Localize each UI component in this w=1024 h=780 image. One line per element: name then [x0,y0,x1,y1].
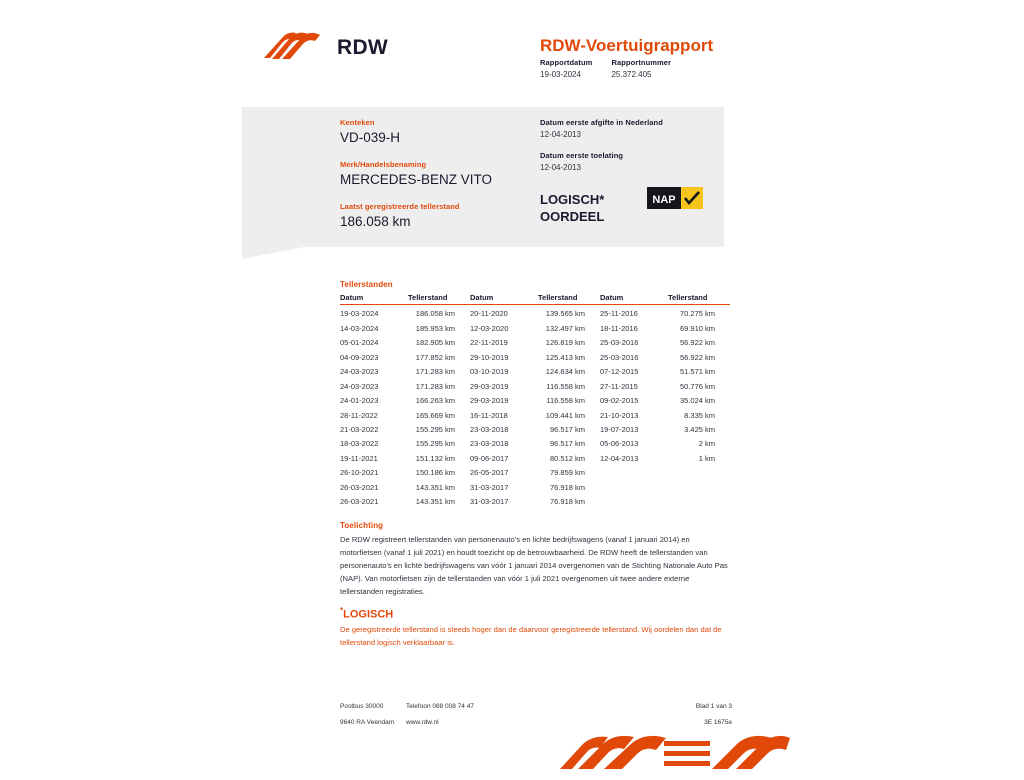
table-row [600,408,730,422]
cell-tellerstand: 76.918 km [549,482,585,492]
table-row [340,336,470,350]
cell-datum: 27-11-2015 [600,381,638,391]
rdw-logo-icon [262,28,326,66]
cell-tellerstand: 124.634 km [545,367,585,377]
cell-tellerstand: 186.058 km [415,309,455,319]
cell-tellerstand: 70.275 km [679,309,715,319]
table-row [600,380,730,394]
cell-tellerstand: 166.263 km [415,396,455,406]
meta-rapportnummer [611,58,671,79]
col-header-datum: Datum [600,293,624,303]
afgifte-value: 12-04-2013 [540,130,581,139]
cell-datum: 21-03-2022 [340,424,379,434]
table-row [340,365,470,379]
cell-tellerstand: 139.565 km [545,309,585,319]
cell-tellerstand: 2 km [698,439,715,449]
svg-text:NAP: NAP [652,194,676,206]
col-header-tellerstand: Tellerstand [408,293,448,303]
logisch-heading-text: LOGISCH [343,608,394,621]
footer-row-2 [340,718,732,728]
table-row [470,380,600,394]
cell-datum: 23-03-2018 [470,439,509,449]
document-header [242,14,742,84]
table-row [600,307,730,321]
table-row [340,307,470,321]
cell-datum: 23-03-2018 [470,424,509,434]
merk-label: Merk/Handelsbenaming [340,159,427,169]
cell-tellerstand: 69.910 km [679,323,715,333]
cell-datum: 26-03-2021 [340,497,379,507]
kenteken-value: VD-039-H [340,130,401,145]
cell-tellerstand: 126.819 km [545,338,585,348]
table-row [600,351,730,365]
page-title: RDW-Voertuigrapport [540,36,714,55]
table-row [600,394,730,408]
table-row [470,466,600,480]
logisch-heading [340,606,393,621]
summary-panel-notch [242,247,304,259]
cell-tellerstand: 79.859 km [549,468,585,478]
cell-datum: 28-11-2022 [340,410,378,420]
cell-tellerstand: 76.918 km [549,497,585,507]
table-row [340,466,470,480]
cell-datum: 21-10-2013 [600,410,639,420]
cell-tellerstand: 56.922 km [679,352,715,362]
cell-datum: 26-03-2021 [340,482,379,492]
cell-datum: 31-03-2017 [470,482,509,492]
tellerstanden-column-3 [600,291,730,509]
cell-datum: 19-07-2013 [600,424,639,434]
summary-left-column [340,118,530,231]
cell-tellerstand: 96.517 km [549,424,585,434]
cell-datum: 12-04-2013 [600,453,639,463]
cell-datum: 26-10-2021 [340,468,379,478]
cell-datum: 24-03-2023 [340,367,379,377]
cell-datum: 18-03-2022 [340,439,379,449]
summary-right-column [540,118,720,173]
footer-plaats: 9640 RA Veendam [340,718,395,726]
cell-tellerstand: 109.441 km [545,410,585,420]
table-row [340,481,470,495]
verdict-line-2: OORDEEL [540,208,605,224]
meta-rapportdatum-label: Rapportdatum [540,58,593,67]
cell-tellerstand: 182.905 km [415,338,455,348]
footer-telefoon: Telefoon 088 008 74 47 [406,703,474,710]
nap-badge-icon [647,187,703,209]
cell-tellerstand: 1 km [698,453,715,463]
verdict-line-1: LOGISCH* [540,192,605,207]
cell-datum: 07-12-2015 [600,367,639,377]
table-row [600,437,730,451]
cell-datum: 25-03-2016 [600,352,639,362]
cell-tellerstand: 51.571 km [679,367,715,377]
cell-datum: 29-10-2019 [470,352,509,362]
table-row [600,423,730,437]
cell-datum: 09-02-2015 [600,396,639,406]
meta-rapportnummer-value: 25.372.405 [611,70,652,79]
table-row [340,408,470,422]
table-row [470,481,600,495]
cell-tellerstand: 185.953 km [415,323,455,333]
table-row [470,351,600,365]
table-row [470,495,600,509]
tellerstand-label: Laatst geregistreerde tellerstand [340,201,460,211]
tellerstanden-title: Tellerstanden [340,280,393,289]
report-meta [540,58,671,79]
cell-datum: 16-11-2018 [470,410,508,420]
cell-tellerstand: 96.517 km [549,439,585,449]
table-row [340,423,470,437]
cell-datum: 09-06-2017 [470,453,509,463]
table-row [340,437,470,451]
logisch-star: * [340,606,344,615]
table-row [470,365,600,379]
cell-tellerstand: 80.512 km [549,453,585,463]
tellerstanden-tables [340,291,732,509]
cell-tellerstand: 150.186 km [415,468,455,478]
footer-code: 3E 1675e [704,718,732,726]
table-row [340,495,470,509]
table-row [600,322,730,336]
cell-tellerstand: 165.669 km [415,410,455,420]
table-row [470,452,600,466]
table-row [600,336,730,350]
col-header-tellerstand: Tellerstand [538,293,578,303]
table-row [340,351,470,365]
cell-tellerstand: 155.295 km [415,439,455,449]
cell-datum: 19-11-2021 [340,453,378,463]
footer-website[interactable]: www.rdw.nl [406,718,439,726]
cell-datum: 03-10-2019 [470,367,509,377]
cell-tellerstand: 56.922 km [679,338,715,348]
rdw-bottom-graphic-icon [560,735,790,775]
cell-datum: 20-11-2020 [470,309,508,319]
table-row [340,322,470,336]
kenteken-label: Kenteken [340,118,375,127]
table-row [470,322,600,336]
logisch-body: De geregistreerde tellerstand is steeds hoger dan de daarvoor geregistreerde tellerstand. Wij oordelen dan dat de tellerstand logisch verklaarbaar is. [340,625,722,648]
cell-tellerstand: 125.413 km [545,352,585,362]
table-row [470,307,600,321]
vehicle-summary-panel [242,107,724,247]
cell-datum: 19-03-2024 [340,309,379,319]
toelichting-title: Toelichting [340,521,384,530]
meta-rapportdatum-value: 19-03-2024 [540,70,581,79]
table-row [340,380,470,394]
footer-postbus: Postbus 30000 [340,703,384,710]
merk-value: MERCEDES-BENZ VITO [340,171,493,187]
col-header-datum: Datum [340,293,364,303]
table-row [600,365,730,379]
cell-tellerstand: 171.283 km [415,381,455,391]
cell-datum: 04-09-2023 [340,352,379,362]
col-header-tellerstand: Tellerstand [668,293,708,303]
cell-tellerstand: 116.558 km [546,396,585,406]
cell-tellerstand: 8.335 km [684,410,715,420]
cell-tellerstand: 116.558 km [546,381,585,391]
cell-tellerstand: 171.283 km [415,367,455,377]
cell-datum: 12-03-2020 [470,323,509,333]
toelichting-body: De RDW registreert tellerstanden van personenauto's en lichte bedrijfswagens (vanaf 1 januari 2014) en motorfietsen (vanaf 1 juli 2021) en houdt toezicht op de betrouwbaarheid. De RDW heeft de tellerstanden van personenauto's en lichte bedrijfswagens van vóór 1 januari 2014 overgenomen van de Stichting Nationale Auto Pas (NAP). Van motorfietsen zijn de tellerstanden van vóór 1 juli 2021 overgenomen uit twee andere externe tellerstanden registraties. [340,535,728,597]
document-footer [340,702,732,728]
cell-datum: 31-03-2017 [470,497,509,507]
cell-datum: 26-05-2017 [470,468,509,478]
footer-row-1 [340,702,732,712]
table-header-row [600,291,730,305]
table-header-row [340,291,470,305]
cell-datum: 29-03-2019 [470,381,509,391]
table-row [470,394,600,408]
table-row [340,394,470,408]
toelating-label: Datum eerste toelating [540,151,624,160]
cell-tellerstand: 143.351 km [415,497,455,507]
tellerstanden-column-2 [470,291,600,509]
col-header-datum: Datum [470,293,494,303]
table-row [600,452,730,466]
tellerstand-value: 186.058 km [340,213,411,229]
cell-tellerstand: 177.852 km [415,352,455,362]
cell-datum: 18-11-2016 [600,323,638,333]
cell-tellerstand: 50.776 km [679,381,715,391]
meta-rapportnummer-label: Rapportnummer [611,58,672,67]
table-header-row [470,291,600,305]
afgifte-label: Datum eerste afgifte in Nederland [540,118,663,127]
cell-datum: 22-11-2019 [470,338,508,348]
cell-datum: 05-06-2013 [600,439,639,449]
cell-datum: 24-03-2023 [340,381,379,391]
cell-datum: 24-01-2023 [340,396,379,406]
cell-tellerstand: 35.024 km [679,396,715,406]
cell-tellerstand: 155.295 km [415,424,455,434]
cell-datum: 05-01-2024 [340,338,379,348]
table-row [470,408,600,422]
verdict-block [540,192,604,226]
cell-tellerstand: 3.425 km [684,424,715,434]
tellerstanden-column-1 [340,291,470,509]
table-row [470,423,600,437]
brand-name: RDW [337,36,389,59]
cell-datum: 25-03-2016 [600,338,639,348]
meta-rapportdatum [540,58,592,79]
footer-page-number: Blad 1 van 3 [695,703,732,710]
table-row [340,452,470,466]
cell-datum: 25-11-2016 [600,309,638,319]
toelating-value: 12-04-2013 [540,163,581,172]
table-row [470,336,600,350]
cell-tellerstand: 132.497 km [545,323,585,333]
table-row [470,437,600,451]
cell-datum: 14-03-2024 [340,323,379,333]
cell-tellerstand: 143.351 km [415,482,455,492]
cell-tellerstand: 151.132 km [415,453,455,463]
cell-datum: 29-03-2019 [470,396,509,406]
